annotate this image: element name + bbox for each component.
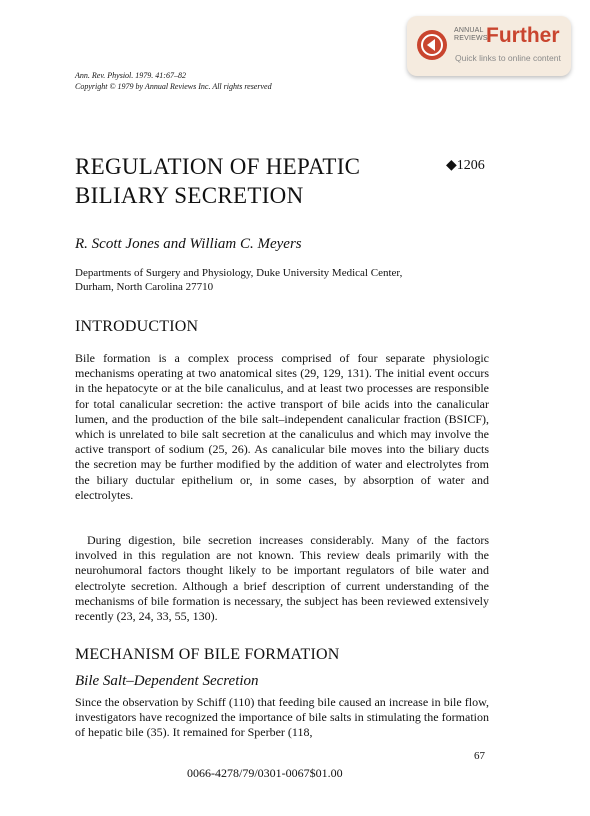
- badge-tagline: Quick links to online content: [455, 53, 561, 63]
- authors: R. Scott Jones and William C. Meyers: [75, 236, 302, 252]
- affiliation-line1: Departments of Surgery and Physiology, Duke University Medical Center,: [75, 267, 403, 279]
- citation-line1: Ann. Rev. Physiol. 1979. 41:67–82: [75, 71, 186, 80]
- title-line1: REGULATION OF HEPATIC: [75, 154, 361, 179]
- citation-line2: Copyright © 1979 by Annual Reviews Inc. All rights reserved: [75, 82, 272, 91]
- affiliation: [75, 266, 495, 294]
- annual-reviews-further-badge[interactable]: [407, 16, 571, 76]
- title-line2: BILIARY SECRETION: [75, 183, 304, 208]
- footer-code: 0066-4278/79/0301-0067$01.00: [187, 766, 343, 780]
- badge-brand-line1: ANNUAL: [454, 27, 484, 34]
- badge-further-word: Further: [486, 24, 560, 47]
- journal-citation: [75, 70, 272, 92]
- badge-brand-line2: REVIEWS: [454, 35, 488, 42]
- mechanism-paragraph-1: Since the observation by Schiff (110) that feeding bile caused an increase in bile flow, investigators have recognized the importance of bile salts in stimulating the formation of hepatic bile (35). It remained for Sperber (118,: [75, 695, 489, 740]
- intro-heading: INTRODUCTION: [75, 318, 199, 335]
- mechanism-subheading: Bile Salt–Dependent Secretion: [75, 673, 259, 689]
- page-number: 67: [474, 750, 485, 762]
- intro-paragraph-1: Bile formation is a complex process comprised of four separate physiologic mechanisms operating at two anatomical sites (29, 129, 131). The initial event occurs in the hepatocyte or at the bile canaliculus, and at least two processes are responsible for total canalicular secretion: the active transport of bile acids into the canalicular lumen, and the production of the bile salt–independent canalicular fraction (BSICF), which is unrelated to bile salt secretion at the canaliculus and which may involve the active transport of sodium (25, 26). As canalicular bile moves into the biliary ducts the secretion may be further modified by the addition of water and electrolytes from the biliary ductular epithelium or, in some cases, by absorption of water and electrolytes.: [75, 351, 489, 502]
- affiliation-line2: Durham, North Carolina 27710: [75, 281, 214, 293]
- intro-paragraph-2: During digestion, bile secretion increases considerably. Many of the factors involved in this regulation are not known. This review deals primarily with the neurohumoral factors thought likely to be important regulators of bile water and electrolyte secretion. Although a brief description of current understanding of the mechanisms of bile formation is necessary, the subject has been reviewed extensively recently (23, 24, 33, 55, 130).: [75, 533, 489, 624]
- play-arrow-icon: [417, 30, 447, 60]
- mechanism-heading: MECHANISM OF BILE FORMATION: [75, 646, 340, 663]
- article-code: ◆1206: [446, 158, 485, 173]
- article-title: [75, 152, 405, 210]
